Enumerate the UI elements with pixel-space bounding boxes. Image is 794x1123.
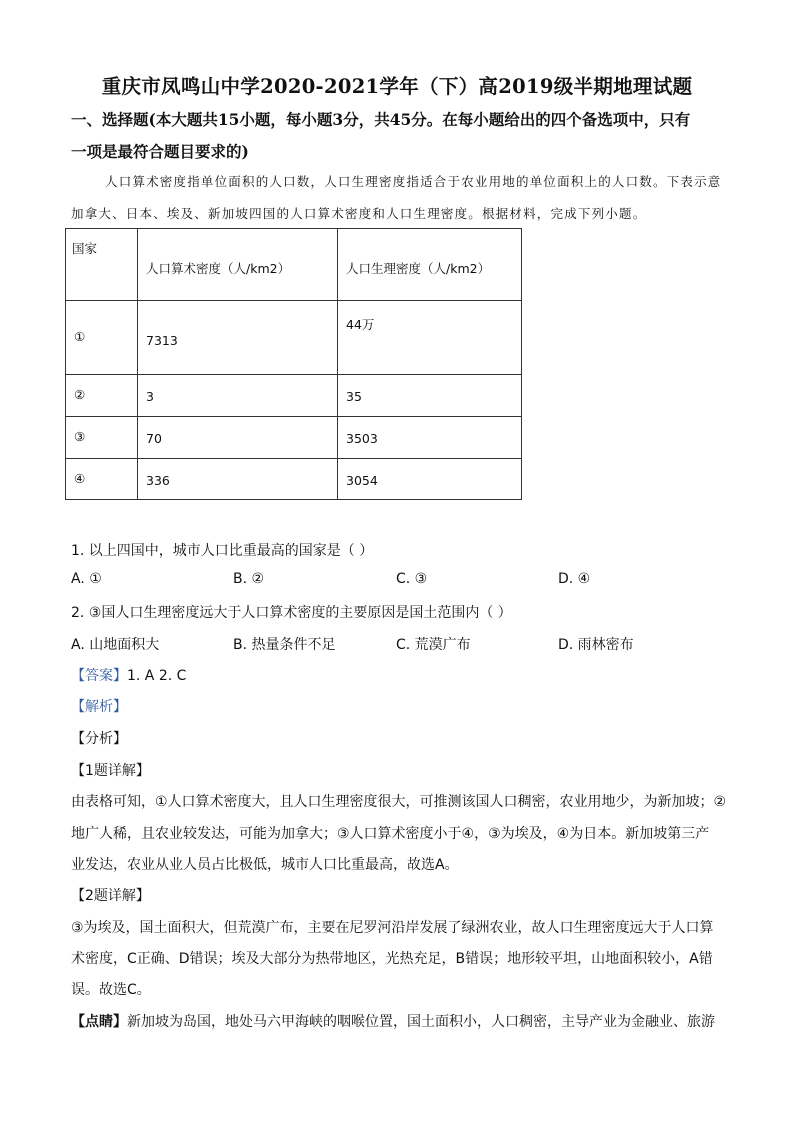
table-cell: 3: [138, 375, 338, 417]
header-physiological-density: 人口生理密度（人/km2）: [338, 229, 522, 301]
question-1-stem: 1. 以上四国中，城市人口比重最高的国家是（ ）: [71, 543, 374, 559]
question-2-option-b[interactable]: B. 热量条件不足: [233, 637, 336, 653]
detail-1-line: 由表格可知，①人口算术密度大，且人口生理密度很大，可推测该国人口稠密，农业用地少，为新加坡；②: [71, 794, 727, 810]
intro-line2: 加拿大、日本、埃及、新加坡四国的人口算术密度和人口生理密度。根据材料，完成下列小题。: [71, 206, 647, 221]
header-country: 国家: [66, 229, 138, 301]
table-cell: 336: [138, 459, 338, 500]
note-text: 新加坡为岛国，地处马六甲海峡的咽喉位置，国土面积小，人口稠密，主导产业为金融业、旅游: [127, 1014, 715, 1030]
table-cell: 70: [138, 417, 338, 459]
question-2-option-a[interactable]: A. 山地面积大: [71, 637, 160, 653]
header-arithmetic-density: 人口算术密度（人/km2）: [138, 229, 338, 301]
table-cell: 3503: [338, 417, 522, 459]
answer-text: 1. A 2. C: [127, 668, 187, 684]
density-table: [65, 228, 522, 500]
page-title: 重庆市凤鸣山中学2020-2021学年（下）高2019级半期地理试题: [101, 75, 693, 98]
question-2-option-d[interactable]: D. 雨林密布: [558, 637, 634, 653]
table-cell: ①: [66, 301, 138, 375]
section-heading-line2: 一项是最符合题目要求的): [71, 142, 249, 161]
question-1-option-b[interactable]: B. ②: [233, 571, 265, 587]
question-1-option-a[interactable]: A. ①: [71, 571, 102, 587]
table-row: [66, 417, 522, 459]
note-tag: 【点睛】: [71, 1014, 127, 1030]
detail-1-line: 业发达，农业从业人员占比极低，城市人口比重最高，故选A。: [71, 857, 459, 873]
table-row: [66, 459, 522, 500]
detail-2-line: 术密度，C正确、D错误；埃及大部分为热带地区，光热充足，B错误；地形较平坦，山地面积较小，A错: [71, 951, 713, 967]
question-1-option-d[interactable]: D. ④: [558, 571, 591, 587]
detail-2-tag: 【2题详解】: [71, 888, 150, 904]
answer-tag: 【答案】: [71, 668, 127, 684]
table-row: [66, 375, 522, 417]
table-cell: ④: [66, 459, 138, 500]
question-1-option-c[interactable]: C. ③: [396, 571, 428, 587]
note-line: [71, 1011, 715, 1031]
question-2-option-c[interactable]: C. 荒漠广布: [396, 637, 471, 653]
table-row: [66, 301, 522, 375]
table-cell: 7313: [138, 301, 338, 375]
section-heading-line1: 一、选择题(本大题共15小题，每小题3分，共45分。在每小题给出的四个备选项中，只有: [71, 110, 691, 129]
table-cell: ③: [66, 417, 138, 459]
answer-line: [71, 665, 186, 685]
table-cell: 3054: [338, 459, 522, 500]
table-cell: 35: [338, 375, 522, 417]
detail-2-line: ③为埃及，国土面积大，但荒漠广布，主要在尼罗河沿岸发展了绿洲农业，故人口生理密度远大于人口算: [71, 920, 714, 936]
fenxi-tag: 【分析】: [71, 731, 127, 747]
detail-1-tag: 【1题详解】: [71, 763, 150, 779]
question-2-stem: 2. ③国人口生理密度远大于人口算术密度的主要原因是国土范围内（ ）: [71, 605, 512, 621]
analysis-tag: 【解析】: [71, 699, 127, 715]
table-cell: 44万: [338, 301, 522, 375]
table-header-row: [66, 229, 522, 301]
detail-2-line: 误。故选C。: [71, 982, 151, 998]
table-cell: ②: [66, 375, 138, 417]
detail-1-line: 地广人稀，且农业较发达，可能为加拿大；③人口算术密度小于④，③为埃及，④为日本。新加坡第三产: [71, 826, 710, 842]
intro-line1: 人口算术密度指单位面积的人口数，人口生理密度指适合于农业用地的单位面积上的人口数。下表示意: [105, 174, 722, 189]
